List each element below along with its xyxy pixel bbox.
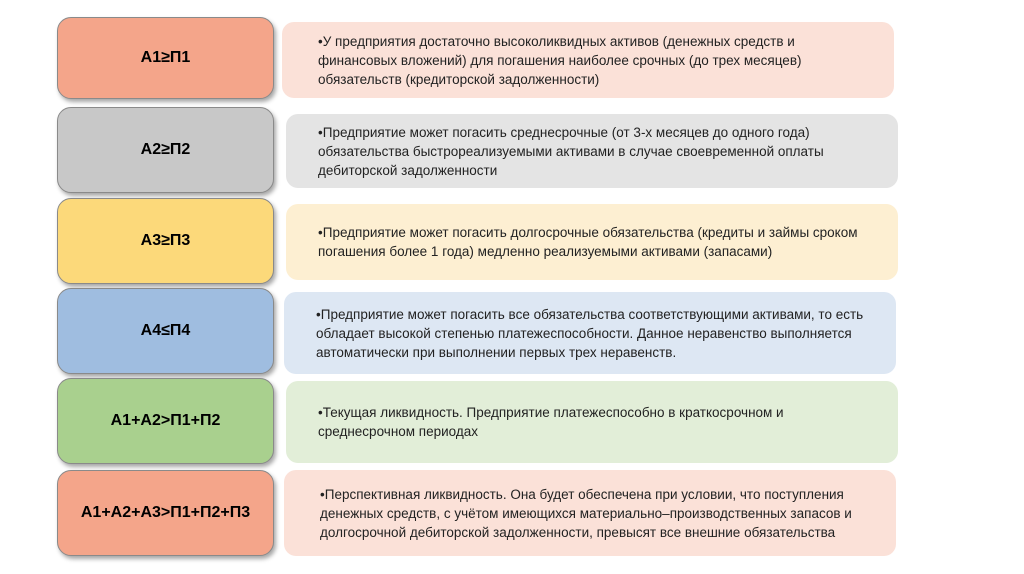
description-text: •Предприятие может погасить долгосрочные обязательства (кредиты и займы сроком погашения более 1 года) медленно реализуемыми активами (запасами) — [318, 225, 858, 259]
description-box-2 — [286, 114, 898, 188]
bullet-icon: • — [318, 405, 323, 420]
description-text: •Предприятие может погасить все обязательства соответствующими активами, то есть обладает высокой степенью платежеспособности. Данное неравенство выполняется автоматически при выполнении первых трех неравенств. — [316, 306, 864, 360]
bullet-icon: • — [318, 33, 323, 49]
bullet-icon: • — [318, 124, 323, 140]
formula-box-4 — [57, 288, 274, 374]
formula-label: А1+А2>П1+П2 — [110, 412, 221, 429]
formula-label: А2≥П2 — [140, 141, 191, 158]
description-box-3 — [286, 204, 898, 280]
formula-box-6 — [57, 470, 274, 556]
description-box-4 — [284, 292, 896, 374]
formula-label: А4≤П4 — [140, 322, 191, 339]
description-text: •Предприятие может погасить среднесрочные (от 3-х месяцев до одного года) обязательства быстрореализуемыми активами в случае своевременной оплаты дебиторской задолженности — [318, 124, 824, 178]
formula-box-3 — [57, 198, 274, 284]
description-box-5 — [286, 381, 898, 463]
formula-label: А3≥П3 — [140, 232, 191, 249]
formula-label: А1≥П1 — [140, 49, 191, 66]
description-box-6 — [284, 470, 896, 556]
formula-box-5 — [57, 378, 274, 464]
bullet-icon: • — [316, 306, 321, 322]
formula-label: А1+А2+А3>П1+П2+П3 — [80, 504, 251, 521]
description-text: •У предприятия достаточно высоколиквидных активов (денежных средств и финансовых вложений) для погашения наиболее срочных (до трех месяцев) обязательств (кредиторской задолженности) — [318, 33, 802, 87]
description-text: •Перспективная ликвидность. Она будет обеспечена при условии, что поступления денежных средств, с учётом имеющихся материально–производственных запасов и долгосрочной дебиторской задолженности, превысят все внешние обязательства — [320, 486, 852, 540]
bullet-icon: • — [320, 486, 325, 502]
formula-box-2 — [57, 107, 274, 193]
description-box-1 — [282, 22, 894, 98]
description-text: •Текущая ликвидность. Предприятие платежеспособно в краткосрочном и среднесрочном периодах — [318, 405, 784, 439]
formula-box-1 — [57, 17, 274, 99]
bullet-icon: • — [318, 225, 323, 240]
